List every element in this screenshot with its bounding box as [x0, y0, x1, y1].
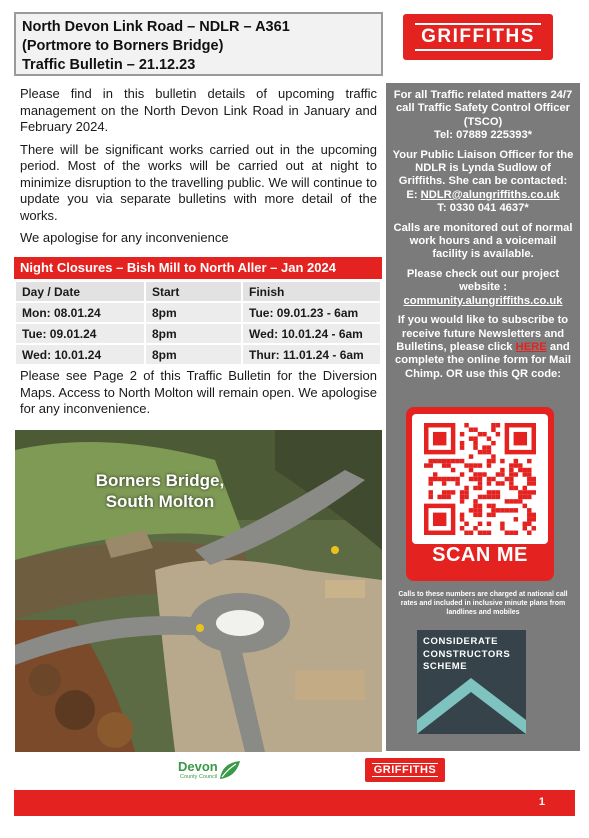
liaison-phone: T: 0330 041 4637* [437, 202, 529, 215]
qr-code-icon [424, 423, 536, 535]
tsco-contact [391, 89, 575, 143]
contact-sidebar [386, 83, 580, 751]
ccs-line-3: SCHEME [423, 661, 468, 672]
call-charges-note: Calls to these numbers are charged at national call rates and included in inclusive minute plans from landlines and mobiles [398, 591, 568, 616]
voicemail-note: Calls are monitored out of normal work hours and a voicemail facility is available. [393, 221, 573, 261]
night-closures-table [14, 280, 382, 366]
table-cell-finish: Thur: 11.01.24 - 6am [242, 344, 381, 365]
liaison-email-link[interactable]: NDLR@alungriffiths.co.uk [420, 188, 560, 201]
table-cell-day: Mon: 08.01.24 [15, 302, 145, 323]
ccs-line-2: CONSTRUCTORS [423, 648, 511, 660]
title-line-2: (Portmore to Borners Bridge) [22, 38, 224, 54]
ccs-line-1: CONSIDERATE [423, 636, 499, 647]
subscribe-here-link[interactable]: HERE [515, 340, 547, 353]
table-cell-start: 8pm [145, 344, 242, 365]
griffiths-footer-logo [365, 758, 445, 782]
subscribe-text-before: If you would like to subscribe to receive future Newsletters and Bulletins, please click [396, 314, 569, 353]
borners-bridge-aerial-photo [15, 430, 382, 752]
griffiths-logo [403, 14, 553, 60]
devon-leaf-icon [218, 759, 242, 781]
table-row [15, 323, 381, 344]
website-text: Please check out our project website : [406, 267, 560, 294]
liaison-text: Your Public Liaison Officer for the NDLR is Lynda Sudlow of Griffiths. She can be contacted: [392, 148, 574, 188]
intro-paragraph-1: Please find in this bulletin details of upcoming traffic management on the North Devon Link Road in January and February 2024. [20, 86, 377, 134]
table-row [15, 302, 381, 323]
qr-code-card[interactable] [406, 407, 554, 581]
devon-logo-subtext: County Council [180, 774, 218, 780]
footer-bar [14, 790, 575, 816]
column-header-start: Start [145, 281, 242, 302]
considerate-constructors-logo [417, 630, 526, 734]
column-header-day: Day / Date [15, 281, 145, 302]
email-prefix: E: [406, 188, 421, 201]
devon-logo-text: Devon [178, 759, 218, 774]
tsco-phone: Tel: 07889 225393* [433, 129, 533, 142]
photo-caption [15, 470, 305, 512]
liaison-contact [391, 149, 575, 216]
page-number: 1 [538, 796, 545, 808]
night-closures-heading: Night Closures – Bish Mill to North Aller – Jan 2024 [14, 257, 382, 279]
table-header-row [15, 281, 381, 302]
table-cell-day: Wed: 10.01.24 [15, 344, 145, 365]
intro-text [20, 86, 377, 253]
intro-paragraph-3: We apologise for any inconvenience [20, 230, 229, 245]
devon-county-council-logo [178, 759, 244, 783]
ccs-chevron-icon [417, 674, 526, 734]
table-cell-start: 8pm [145, 302, 242, 323]
website-note [391, 268, 575, 308]
qr-code-panel [412, 414, 548, 544]
column-header-finish: Finish [242, 281, 381, 302]
diversion-text: Please see Page 2 of this Traffic Bulletin for the Diversion Maps. Access to North Molton will remain open. We apologise for any inconvenience. [20, 368, 377, 416]
table-row [15, 344, 381, 365]
photo-caption-line-2: South Molton [105, 492, 215, 511]
ccs-text [423, 636, 510, 674]
photo-caption-line-1: Borners Bridge, [95, 471, 225, 490]
intro-paragraph-2: There will be significant works carried out in the upcoming period. Most of the works will be carried out at night to minimize disruption to the travelling public. We will continue to update you via separate bulletins with more detail of the works. [20, 141, 377, 223]
subscribe-text-after: and complete the online form for Mail Chimp. OR use this QR code: [395, 340, 571, 380]
website-link[interactable]: community.alungriffiths.co.uk [403, 294, 563, 307]
title-line-3: Traffic Bulletin – 21.12.23 [22, 57, 196, 73]
table-cell-start: 8pm [145, 323, 242, 344]
griffiths-footer-logo-text: GRIFFITHS [373, 764, 437, 776]
bulletin-title-box [14, 12, 383, 76]
griffiths-logo-text: GRIFFITHS [415, 23, 541, 51]
table-cell-day: Tue: 09.01.24 [15, 323, 145, 344]
table-cell-finish: Wed: 10.01.24 - 6am [242, 323, 381, 344]
subscribe-note [391, 314, 575, 381]
tsco-text: For all Traffic related matters 24/7 call Traffic Safety Control Officer (TSCO) [393, 89, 573, 128]
scan-me-label: SCAN ME [432, 544, 528, 566]
title-line-1: North Devon Link Road – NDLR – A361 [22, 19, 290, 35]
table-cell-finish: Tue: 09.01.23 - 6am [242, 302, 381, 323]
